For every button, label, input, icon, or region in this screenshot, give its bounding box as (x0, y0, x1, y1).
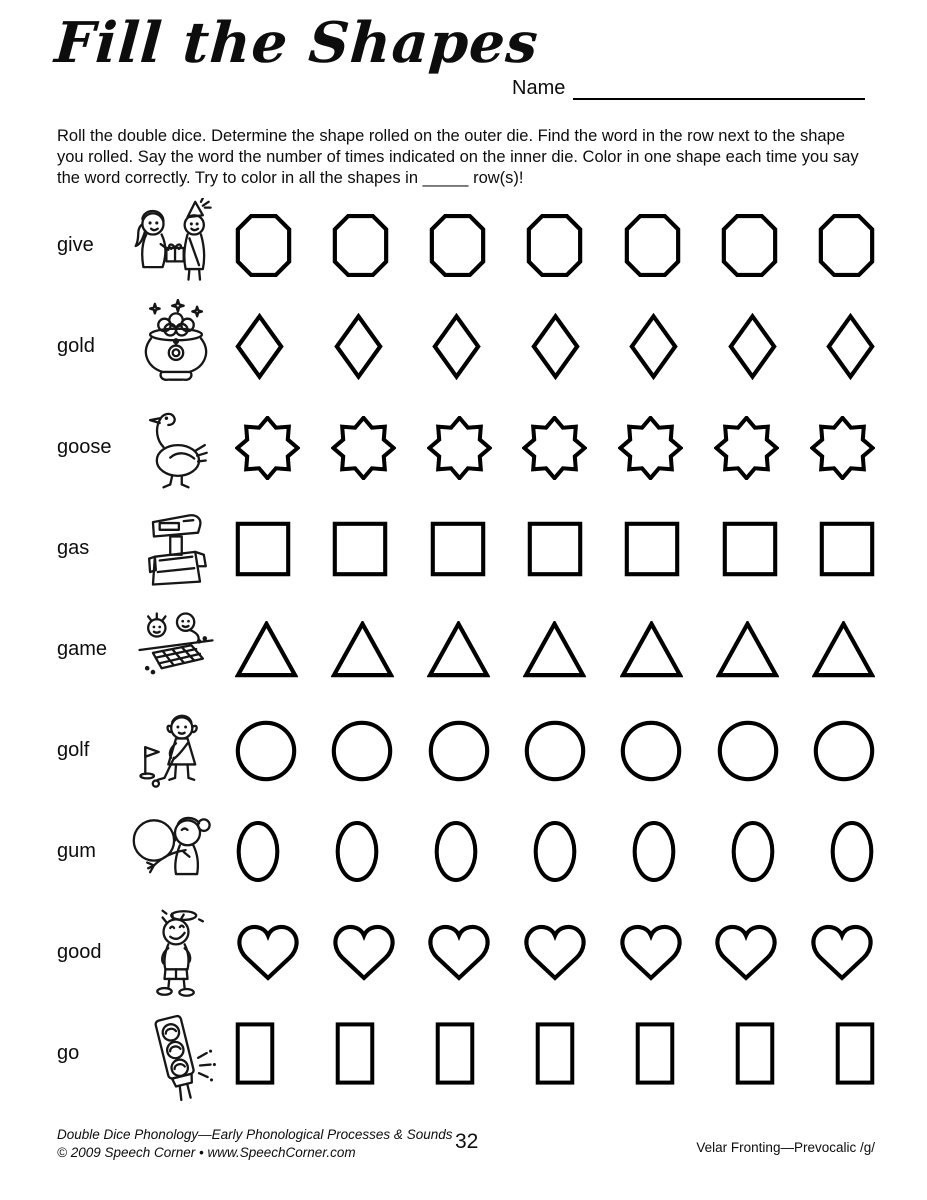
word-row (0, 397, 927, 498)
circle-shape (620, 720, 682, 782)
rectangle-shape (435, 1021, 475, 1086)
diamond-shape (432, 313, 481, 380)
row-word: gas (57, 537, 90, 560)
shape-strip (235, 1021, 875, 1086)
square-shape (527, 521, 583, 577)
triangle-shape (716, 621, 779, 678)
heart-shape (235, 923, 301, 982)
boy-with-halo-clipart (124, 905, 228, 1001)
word-row (0, 902, 927, 1003)
octagon-shape (624, 213, 681, 278)
word-row (0, 700, 927, 801)
children-giving-gift-clipart (117, 198, 235, 294)
rectangle-shape (735, 1021, 775, 1086)
diamond-shape (235, 313, 284, 380)
bubble-gum-clipart (124, 804, 228, 900)
word-row (0, 296, 927, 397)
shape-strip (235, 521, 875, 577)
word-row (0, 599, 927, 700)
heart-shape (426, 923, 492, 982)
word-row (0, 1003, 927, 1104)
star-shape (714, 416, 779, 480)
footer-credits (57, 1126, 452, 1161)
rectangle-shape (635, 1021, 675, 1086)
triangle-shape (235, 621, 298, 678)
square-shape (332, 521, 388, 577)
rectangle-shape (535, 1021, 575, 1086)
octagon-shape (332, 213, 389, 278)
oval-shape (235, 819, 281, 884)
oval-shape (532, 819, 578, 884)
triangle-shape (523, 621, 586, 678)
shape-strip (235, 416, 875, 480)
board-game-clipart (124, 602, 228, 698)
heart-shape (713, 923, 779, 982)
board-game-clipart (117, 602, 235, 698)
diamond-shape (728, 313, 777, 380)
children-giving-gift-clipart (124, 198, 228, 294)
worksheet-header (0, 0, 927, 120)
practice-rows (0, 195, 927, 1104)
heart-shape (809, 923, 875, 982)
diamond-shape (531, 313, 580, 380)
star-shape (235, 416, 300, 480)
footer-series: Double Dice Phonology—Early Phonological Processes & Sounds (57, 1127, 453, 1142)
girl-golfer-clipart (117, 703, 235, 799)
rectangle-shape (835, 1021, 875, 1086)
star-shape (810, 416, 875, 480)
name-label: Name (512, 77, 566, 99)
row-word: go (57, 1042, 80, 1065)
square-shape (819, 521, 875, 577)
shape-strip (235, 213, 875, 278)
square-shape (722, 521, 778, 577)
square-shape (624, 521, 680, 577)
row-word: goose (57, 436, 112, 459)
gas-pump-clipart (124, 501, 228, 597)
rectangle-shape (235, 1021, 275, 1086)
oval-shape (433, 819, 479, 884)
word-row (0, 195, 927, 296)
diamond-shape (334, 313, 383, 380)
diamond-shape (629, 313, 678, 380)
shape-strip (235, 621, 875, 678)
page-number: 32 (455, 1130, 479, 1153)
star-shape (522, 416, 587, 480)
circle-shape (428, 720, 490, 782)
circle-shape (813, 720, 875, 782)
circle-shape (524, 720, 586, 782)
oval-shape (829, 819, 875, 884)
shape-strip (235, 819, 875, 884)
pot-of-gold-clipart (117, 299, 235, 395)
goose-clipart (117, 400, 235, 496)
girl-golfer-clipart (124, 703, 228, 799)
circle-shape (717, 720, 779, 782)
triangle-shape (812, 621, 875, 678)
octagon-shape (235, 213, 292, 278)
star-shape (331, 416, 396, 480)
footer-category: Velar Fronting—Prevocalic /g/ (696, 1140, 875, 1155)
footer-copyright: © 2009 Speech Corner • www.SpeechCorner.com (57, 1144, 356, 1160)
pot-of-gold-clipart (124, 299, 228, 395)
heart-shape (522, 923, 588, 982)
oval-shape (730, 819, 776, 884)
triangle-shape (427, 621, 490, 678)
rectangle-shape (335, 1021, 375, 1086)
octagon-shape (721, 213, 778, 278)
bubble-gum-clipart (117, 804, 235, 900)
shape-strip (235, 720, 875, 782)
word-row (0, 801, 927, 902)
diamond-shape (826, 313, 875, 380)
oval-shape (334, 819, 380, 884)
triangle-shape (620, 621, 683, 678)
name-field (512, 76, 865, 100)
star-shape (427, 416, 492, 480)
shape-strip (235, 923, 875, 982)
row-word: golf (57, 739, 90, 762)
oval-shape (631, 819, 677, 884)
octagon-shape (818, 213, 875, 278)
shape-strip (235, 313, 875, 380)
instructions-text: Roll the double dice. Determine the shape rolled on the outer die. Find the word in the row next to the shape you rolled. Say the word the number of times indicated on the inner die. Color in one shape each time you say the word correctly. Try to color in all the shapes in _____ row(s)! (57, 127, 859, 188)
row-word: gum (57, 840, 96, 863)
worksheet-title: Fill the Shapes (52, 10, 541, 76)
square-shape (235, 521, 291, 577)
row-word: good (57, 941, 102, 964)
octagon-shape (526, 213, 583, 278)
name-blank-line (573, 76, 865, 100)
row-word: game (57, 638, 108, 661)
star-shape (618, 416, 683, 480)
row-word: gold (57, 335, 95, 358)
goose-clipart (124, 400, 228, 496)
circle-shape (235, 720, 297, 782)
circle-shape (331, 720, 393, 782)
boy-with-halo-clipart (117, 905, 235, 1001)
traffic-light-clipart (117, 1006, 235, 1102)
gas-pump-clipart (117, 501, 235, 597)
heart-shape (618, 923, 684, 982)
octagon-shape (429, 213, 486, 278)
traffic-light-clipart (124, 1006, 228, 1102)
square-shape (430, 521, 486, 577)
heart-shape (331, 923, 397, 982)
word-row (0, 498, 927, 599)
triangle-shape (331, 621, 394, 678)
row-word: give (57, 234, 94, 257)
